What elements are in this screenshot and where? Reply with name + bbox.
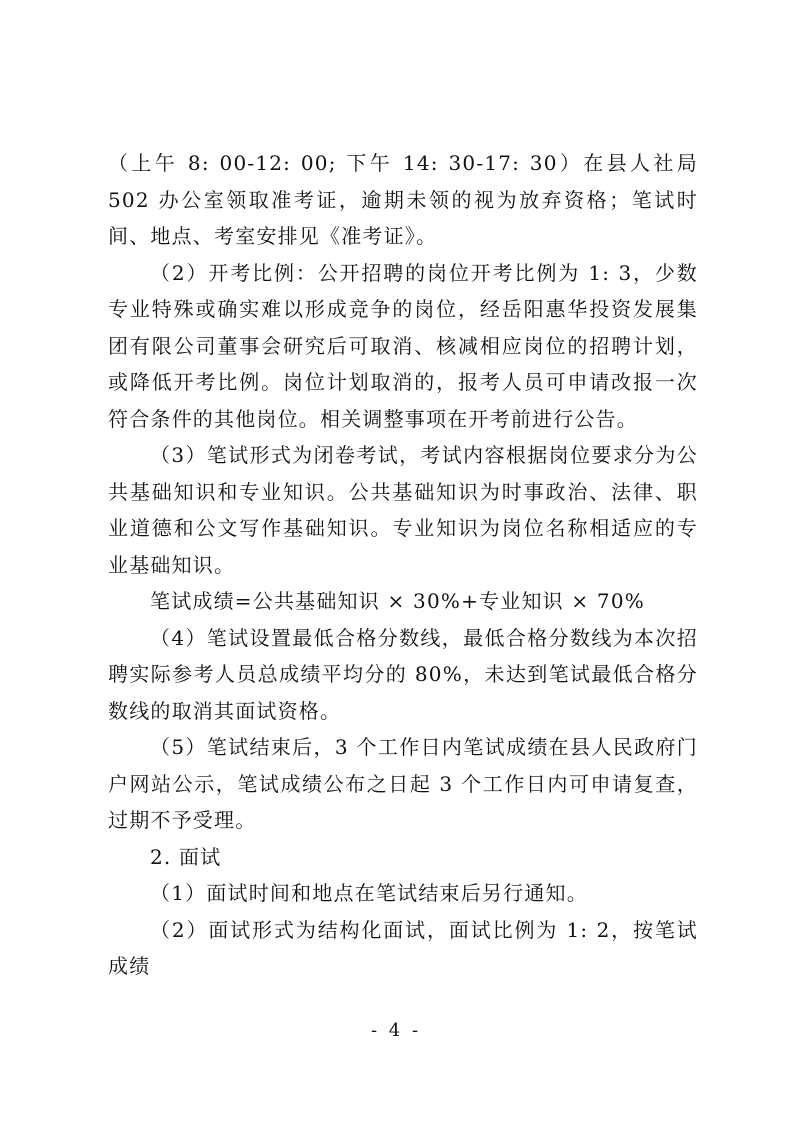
paragraph-score-publication: （5）笔试结束后，3 个工作日内笔试成绩在县人民政府门户网站公示，笔试成绩公布之日起 3 个工作日内可申请复查，过期不予受理。 <box>108 735 698 832</box>
paragraph-admission-ticket: （上午 8: 00-12: 00; 下午 14: 30-17: 30）在县人社局 502 办公室领取准考证，逾期未领的视为放弃资格；笔试时间、地点、考室安排见《准考证》。 <box>108 151 698 248</box>
paragraph-interview-format: （2）面试形式为结构化面试，面试比例为 1: 2，按笔试成绩 <box>108 917 698 978</box>
paragraph-passing-line: （4）笔试设置最低合格分数线，最低合格分数线为本次招聘实际参考人员总成绩平均分的 80%，未达到笔试最低合格分数线的取消其面试资格。 <box>108 625 698 723</box>
paragraph-exam-ratio: （2）开考比例：公开招聘的岗位开考比例为 1: 3，少数专业特殊或确实难以形成竞争的岗位，经岳阳惠华投资发展集团有限公司董事会研究后可取消、核减相应岗位的招聘计划，或降低开考比例。岗位计划取消的，报考人员可申请改报一次符合条件的其他岗位。相关调整事项在开考前进行公告。 <box>108 260 698 431</box>
paragraph-score-formula: 笔试成绩=公共基础知识 × 30%+专业知识 × 70% <box>150 589 645 613</box>
page-number: - 4 - <box>370 1020 422 1041</box>
paragraph-written-exam-format: （3）笔试形式为闭卷考试，考试内容根据岗位要求分为公共基础知识和专业知识。公共基础知识为时事政治、法律、职业道德和公文写作基础知识。专业知识为岗位名称相适应的专业基础知识。 <box>108 443 698 577</box>
section-heading-interview: 2. 面试 <box>150 844 222 869</box>
paragraph-interview-time: （1）面试时间和地点在笔试结束后另行通知。 <box>150 881 588 905</box>
document-body <box>108 145 698 985</box>
